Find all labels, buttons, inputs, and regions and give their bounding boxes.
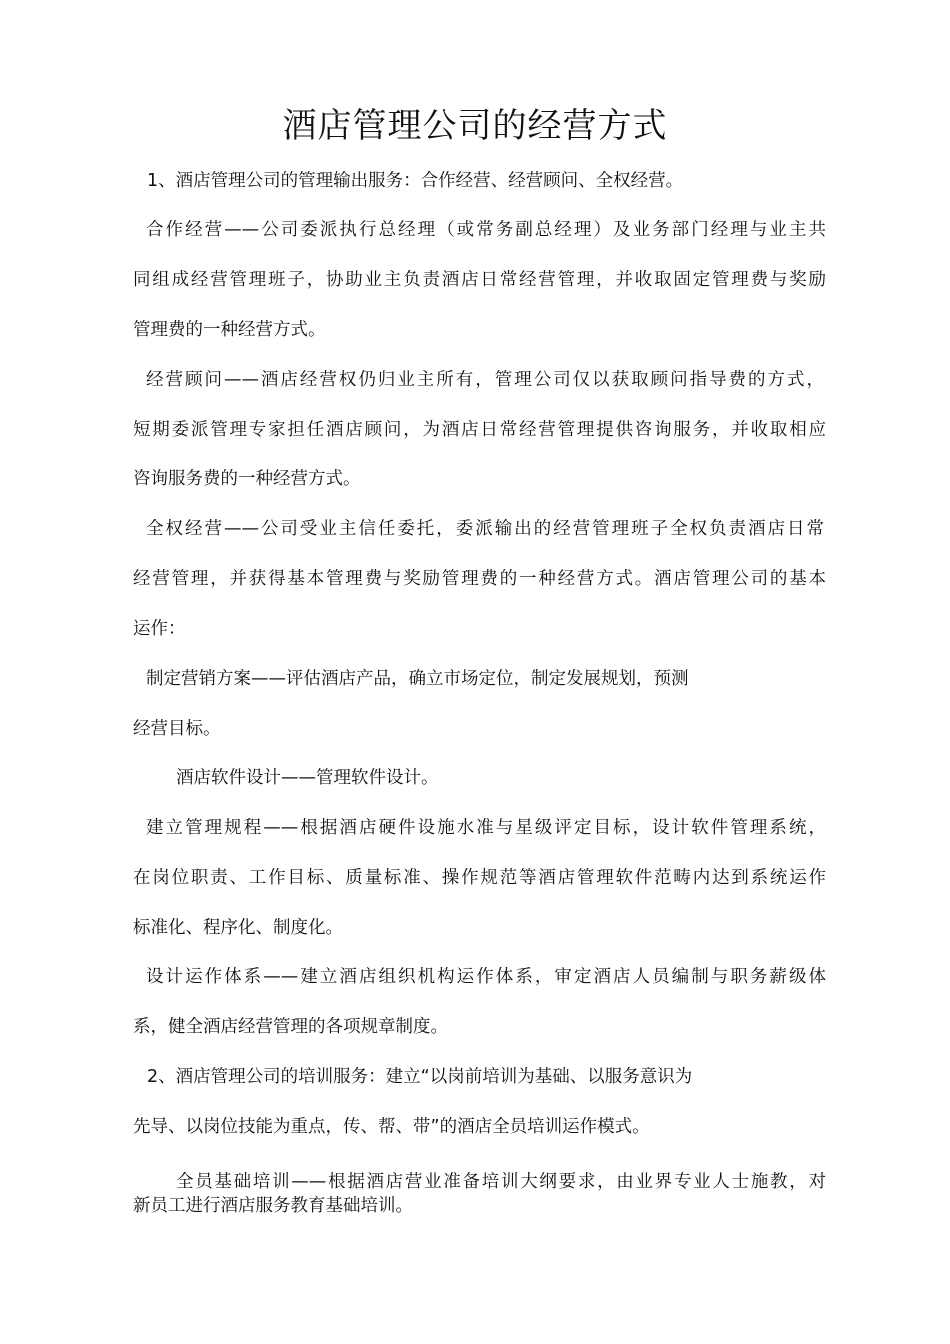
paragraph-line: 1、酒店管理公司的管理输出服务：合作经营、经营顾问、全权经营。 [147,171,684,191]
paragraph-line: 制定营销方案——评估酒店产品，确立市场定位，制定发展规划，预测 [146,669,689,689]
paragraph-line: 经营目标。 [133,719,221,739]
paragraph-line: 全员基础培训——根据酒店营业准备培训大纲要求，由业界专业人士施教，对 [176,1172,826,1192]
paragraph-line: 先导、以岗位技能为重点，传、帮、带”的酒店全员培训运作模式。 [133,1117,650,1137]
paragraph-line: 咨询服务费的一种经营方式。 [133,469,361,489]
paragraph-line: 经营顾问——酒店经营权仍归业主所有，管理公司仅以获取顾问指导费的方式， [146,370,824,390]
paragraph-line: 运作： [133,619,186,639]
paragraph-line: 全权经营——公司受业主信任委托，委派输出的经营管理班子全权负责酒店日常 [146,519,824,539]
paragraph-line: 酒店软件设计——管理软件设计。 [176,768,439,788]
paragraph-line: 设计运作体系——建立酒店组织机构运作体系，审定酒店人员编制与职务薪级体 [146,967,826,987]
paragraph-line: 建立管理规程——根据酒店硬件设施水准与星级评定目标，设计软件管理系统， [146,818,826,838]
paragraph-line: 同组成经营管理班子，协助业主负责酒店日常经营管理，并收取固定管理费与奖励 [133,270,826,290]
paragraph-line: 2、酒店管理公司的培训服务：建立“以岗前培训为基础、以服务意识为 [147,1067,693,1087]
paragraph-line: 合作经营——公司委派执行总经理（或常务副总经理）及业务部门经理与业主共 [146,220,826,240]
paragraph-line: 标准化、程序化、制度化。 [133,918,343,938]
paragraph-line: 系，健全酒店经营管理的各项规章制度。 [133,1017,448,1037]
paragraph-line: 短期委派管理专家担任酒店顾问，为酒店日常经营管理提供咨询服务，并收取相应 [133,420,826,440]
document-title: 酒店管理公司的经营方式 [282,106,668,146]
paragraph-line: 管理费的一种经营方式。 [133,320,326,340]
paragraph-line: 经营管理，并获得基本管理费与奖励管理费的一种经营方式。酒店管理公司的基本 [133,569,826,589]
paragraph-line: 新员工进行酒店服务教育基础培训。 [133,1196,413,1216]
paragraph-line: 在岗位职责、工作目标、质量标准、操作规范等酒店管理软件范畴内达到系统运作 [133,868,826,888]
